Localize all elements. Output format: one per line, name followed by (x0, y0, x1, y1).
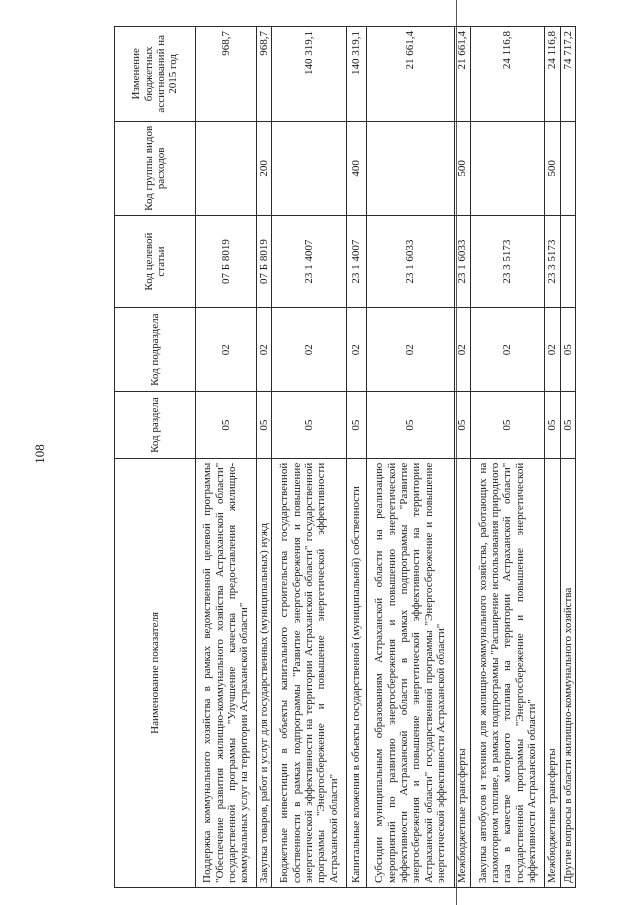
row-section: 05 (545, 392, 560, 458)
table-row (560, 27, 575, 888)
row-subsection: 05 (560, 308, 575, 392)
row-amount: 74 717,2 (560, 27, 575, 122)
table-row (470, 27, 545, 888)
row-amount: 24 116,8 (470, 27, 545, 122)
row-section: 05 (272, 392, 347, 458)
row-group: 500 (455, 121, 470, 216)
row-name: Поддержка коммунального хозяйства в рамках ведомственной целевой программы "Обеспечение развития жилищно-коммунального хозяйства Астраханской области" государственной программы "Улучшение качества предоставления жилищно-коммунальных услуг на территории Астраханской области" (196, 458, 257, 887)
row-name: Закупка товаров, работ и услуг для государственных (муниципальных) нужд (256, 458, 271, 887)
row-target: 23 3 5173 (470, 216, 545, 308)
row-amount: 21 661,4 (455, 27, 470, 122)
header-changes: Изменение бюджетных ассигнований на 2015 год (115, 27, 196, 122)
row-subsection: 02 (196, 308, 257, 392)
header-section: Код раздела (115, 392, 196, 458)
row-target: 23 3 5173 (545, 216, 560, 308)
page-number: 108 (32, 444, 47, 464)
row-group (272, 121, 347, 216)
row-amount: 140 319,1 (347, 27, 366, 122)
header-name: Наименование показателя (115, 458, 196, 887)
row-name: Бюджетные инвестиции в объекты капитального строительства государственной собственности в рамках подпрограммы "Развитие энергосбережения и повышение энергетической эффективности на территории Астраханской области" государственной программы "Энергосбережение и повышение энергетической эффективности Астраханской области" (272, 458, 347, 887)
row-name: Закупка автобусов и техники для жилищно-коммунального хозяйства, работающих на газомоторном топливе, в рамках подпрограммы "Расширение использования природного газа в качестве моторного топлива на территории Астраханской области" государственной программы "Энергосбережение и повышение энергетической эффективности Астраханской области" (470, 458, 545, 887)
table-row (272, 27, 347, 888)
header-subsection: Код подраздела (115, 308, 196, 392)
row-section: 05 (256, 392, 271, 458)
row-section: 05 (347, 392, 366, 458)
row-section: 05 (366, 392, 455, 458)
budget-table (114, 26, 576, 888)
row-target: 23 1 6033 (455, 216, 470, 308)
table-row (196, 27, 257, 888)
row-section: 05 (455, 392, 470, 458)
row-subsection: 02 (545, 308, 560, 392)
row-subsection: 02 (347, 308, 366, 392)
row-section: 05 (560, 392, 575, 458)
header-expense-group: Код группы видов расходов (115, 121, 196, 216)
row-amount: 968,7 (196, 27, 257, 122)
row-subsection: 02 (455, 308, 470, 392)
row-name: Межбюджетные трансферты (545, 458, 560, 887)
table-row (455, 27, 470, 888)
header-target: Код целевой статьи (115, 216, 196, 308)
row-group (366, 121, 455, 216)
row-target: 23 1 4007 (272, 216, 347, 308)
row-amount: 24 116,8 (545, 27, 560, 122)
row-amount: 968,7 (256, 27, 271, 122)
row-target: 23 1 6033 (366, 216, 455, 308)
table-row (347, 27, 366, 888)
row-target (560, 216, 575, 308)
row-group (470, 121, 545, 216)
row-target: 07 Б 8019 (196, 216, 257, 308)
row-name: Другие вопросы в области жилищно-коммунального хозяйства (560, 458, 575, 887)
row-section: 05 (196, 392, 257, 458)
row-target: 23 1 4007 (347, 216, 366, 308)
row-amount: 21 661,4 (366, 27, 455, 122)
row-group: 400 (347, 121, 366, 216)
table-row (545, 27, 560, 888)
row-subsection: 02 (256, 308, 271, 392)
row-name: Субсидии муниципальным образованиям Астраханской области на реализацию мероприятий по развитию энергосбережения и повышению энергетической эффективности Астраханской области в рамках подпрограммы "Развитие энергосбережения и повышение энергетической эффективности на территории Астраханской области" государственной программы "Энергосбережение и повышение энергетической эффективности Астраханской области" (366, 458, 455, 887)
budget-table-area (114, 26, 576, 888)
row-name: Межбюджетные трансферты (455, 458, 470, 887)
row-subsection: 02 (470, 308, 545, 392)
row-subsection: 02 (272, 308, 347, 392)
row-group (196, 121, 257, 216)
row-section: 05 (470, 392, 545, 458)
row-amount: 140 319,1 (272, 27, 347, 122)
row-subsection: 02 (366, 308, 455, 392)
row-name: Капитальные вложения в объекты государственной (муниципальной) собственности (347, 458, 366, 887)
table-row (366, 27, 455, 888)
header-row (115, 27, 196, 888)
rotated-page (114, 26, 576, 888)
table-row (256, 27, 271, 888)
row-group: 500 (545, 121, 560, 216)
row-target: 07 Б 8019 (256, 216, 271, 308)
row-group (560, 121, 575, 216)
row-group: 200 (256, 121, 271, 216)
